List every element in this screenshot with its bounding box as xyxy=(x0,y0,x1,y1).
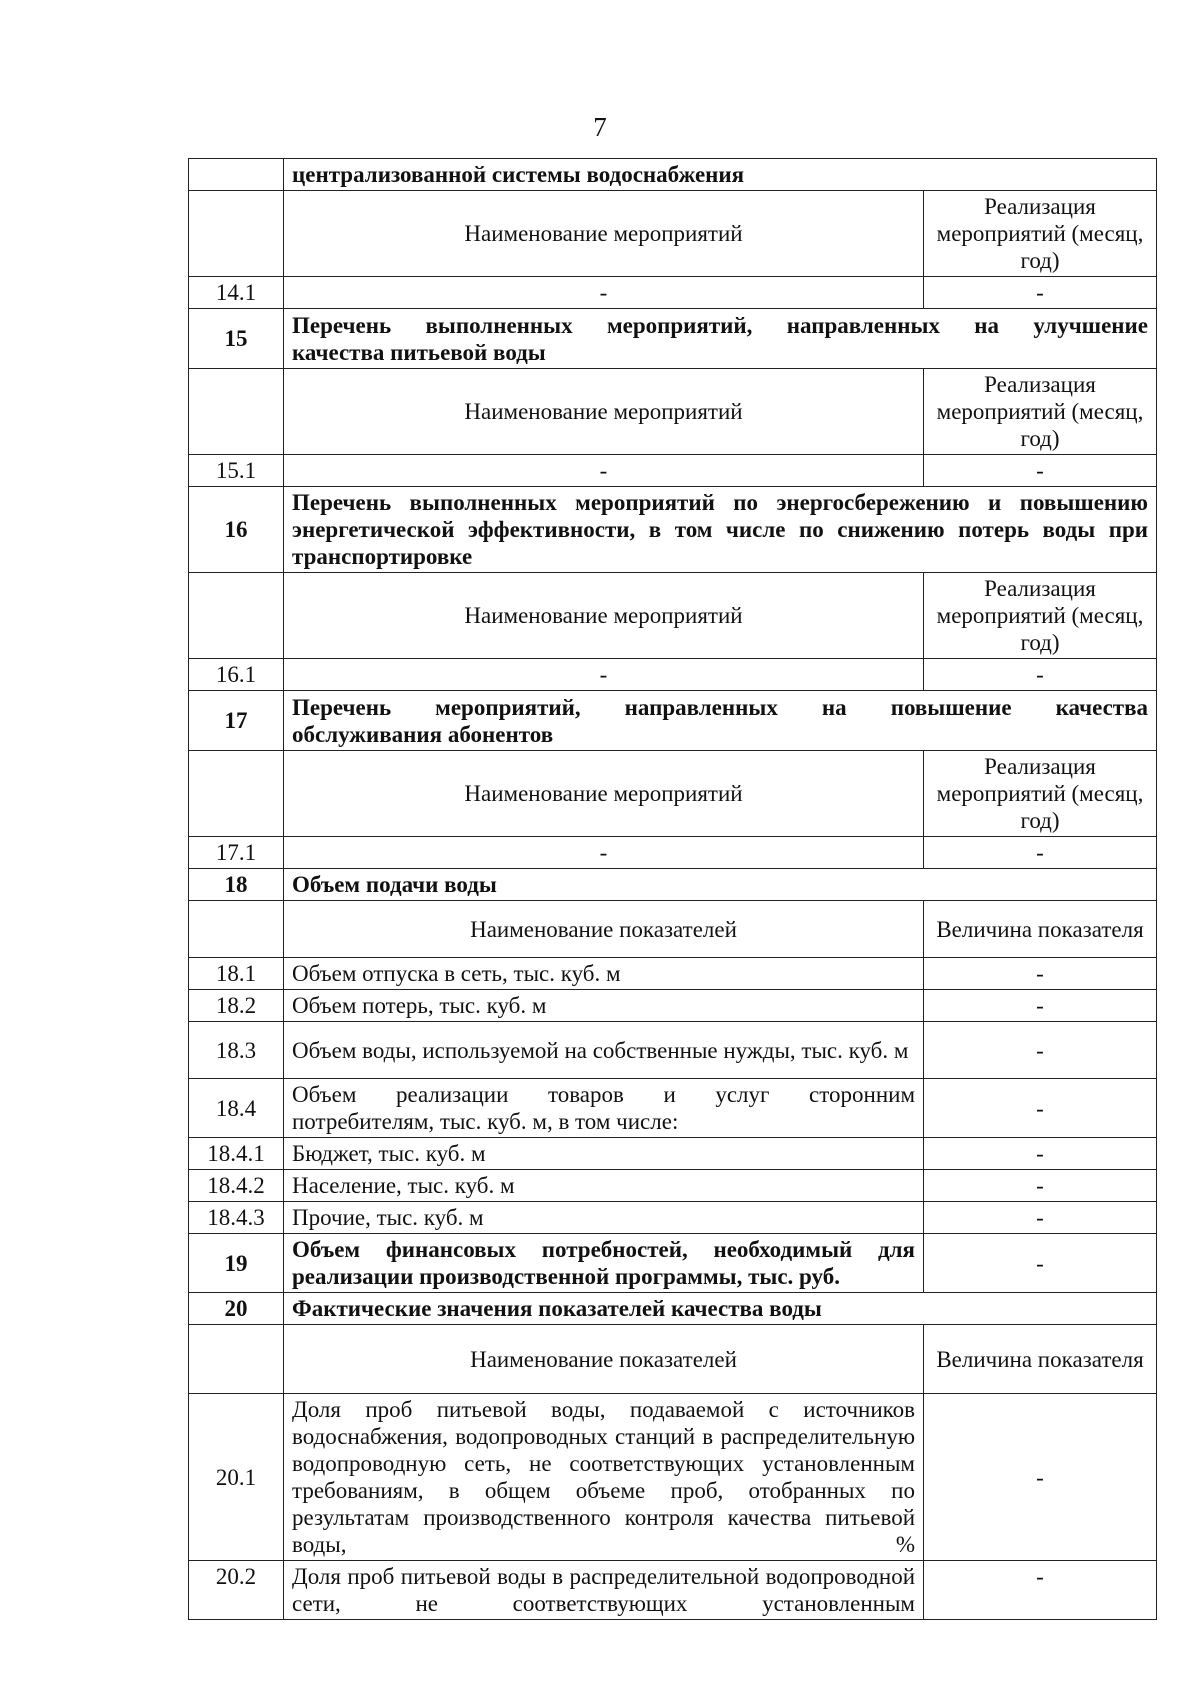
item-value: - xyxy=(924,1138,1157,1170)
empty-cell xyxy=(189,751,284,837)
measures-header: Наименование мероприятий xyxy=(284,191,924,277)
empty-cell xyxy=(189,901,284,958)
section-number: 18 xyxy=(189,869,284,901)
section-number xyxy=(189,159,284,191)
item-value: - xyxy=(924,1170,1157,1202)
table-row xyxy=(189,277,1157,309)
section-title xyxy=(284,309,1157,369)
item-number: 18.4.1 xyxy=(189,1138,284,1170)
table-row xyxy=(189,990,1157,1022)
table-row xyxy=(189,1079,1157,1138)
section-row xyxy=(189,159,1157,191)
table-row xyxy=(189,1561,1157,1620)
section-title xyxy=(284,691,1157,751)
item-value: - xyxy=(924,1202,1157,1234)
measures-header: Наименование мероприятий xyxy=(284,369,924,455)
item-number: 17.1 xyxy=(189,837,284,869)
item-text: Население, тыс. куб. м xyxy=(284,1170,924,1202)
measures-header: Наименование мероприятий xyxy=(284,751,924,837)
table-header-row xyxy=(189,369,1157,455)
item-number: 18.1 xyxy=(189,958,284,990)
value-header: Величина показателя xyxy=(924,901,1157,958)
item-text: - xyxy=(284,837,924,869)
item-number: 20.2 xyxy=(189,1561,284,1620)
indicators-header: Наименование показателей xyxy=(284,1325,924,1394)
table-row xyxy=(189,1138,1157,1170)
section-title-line: обслуживания абонентов xyxy=(292,721,554,747)
table-header-row xyxy=(189,1325,1157,1394)
item-number: 18.4.2 xyxy=(189,1170,284,1202)
item-number: 14.1 xyxy=(189,277,284,309)
section-row xyxy=(189,869,1157,901)
section-number: 20 xyxy=(189,1293,284,1325)
item-value: - xyxy=(924,1022,1157,1079)
table-row xyxy=(189,659,1157,691)
measures-header: Наименование мероприятий xyxy=(284,573,924,659)
item-value: - xyxy=(924,277,1157,309)
implementation-header: Реализация мероприятий (месяц, год) xyxy=(924,573,1157,659)
item-number: 18.2 xyxy=(189,990,284,1022)
table-header-row xyxy=(189,573,1157,659)
section-number: 17 xyxy=(189,691,284,751)
item-text: - xyxy=(284,659,924,691)
item-text: Объем потерь, тыс. куб. м xyxy=(284,990,924,1022)
section-title: Объем финансовых потребностей, необходимый для реализации производственной программы, тыс. руб. xyxy=(284,1234,924,1293)
table-header-row xyxy=(189,901,1157,958)
section-title-line: Перечень выполненных мероприятий, направленных на улучшение xyxy=(292,312,1149,338)
item-text: - xyxy=(284,455,924,487)
section-title-line: Перечень мероприятий, направленных на повышение качества xyxy=(292,694,1149,720)
item-text: Бюджет, тыс. куб. м xyxy=(284,1138,924,1170)
section-title-line: качества питьевой воды xyxy=(292,339,546,365)
item-value: - xyxy=(924,659,1157,691)
item-text: - xyxy=(284,277,924,309)
section-row xyxy=(189,1234,1157,1293)
section-title: Перечень выполненных мероприятий по энергосбережению и повышению энергетической эффективности, в том числе по снижению потерь воды при транспортировке xyxy=(284,487,1157,573)
item-value: - xyxy=(924,1561,1157,1620)
section-row xyxy=(189,487,1157,573)
table-row xyxy=(189,958,1157,990)
item-text: Доля проб питьевой воды в распределительной водопроводной сети, не соответствующих установленным xyxy=(284,1561,924,1620)
item-text-line: потребителям, тыс. куб. м, в том числе: xyxy=(292,1109,679,1134)
section-number: 15 xyxy=(189,309,284,369)
table-row xyxy=(189,1202,1157,1234)
empty-cell xyxy=(189,369,284,455)
item-value: - xyxy=(924,1394,1157,1561)
table-row xyxy=(189,1022,1157,1079)
empty-cell xyxy=(189,1325,284,1394)
value-header: Величина показателя xyxy=(924,1325,1157,1394)
item-value: - xyxy=(924,1234,1157,1293)
item-value: - xyxy=(924,1079,1157,1138)
indicators-header: Наименование показателей xyxy=(284,901,924,958)
table-row xyxy=(189,1394,1157,1561)
table-header-row xyxy=(189,191,1157,277)
item-number: 18.4.3 xyxy=(189,1202,284,1234)
section-title: Фактические значения показателей качества воды xyxy=(284,1293,1157,1325)
section-number: 16 xyxy=(189,487,284,573)
section-row xyxy=(189,691,1157,751)
section-title: централизованной системы водоснабжения xyxy=(284,159,1157,191)
implementation-header: Реализация мероприятий (месяц, год) xyxy=(924,751,1157,837)
table-row xyxy=(189,455,1157,487)
item-text: Прочие, тыс. куб. м xyxy=(284,1202,924,1234)
item-number: 16.1 xyxy=(189,659,284,691)
item-value: - xyxy=(924,837,1157,869)
item-number: 15.1 xyxy=(189,455,284,487)
item-value: - xyxy=(924,990,1157,1022)
empty-cell xyxy=(189,191,284,277)
section-row xyxy=(189,1293,1157,1325)
section-number: 19 xyxy=(189,1234,284,1293)
table-row xyxy=(189,1170,1157,1202)
implementation-header: Реализация мероприятий (месяц, год) xyxy=(924,191,1157,277)
table-row xyxy=(189,837,1157,869)
item-value: - xyxy=(924,958,1157,990)
empty-cell xyxy=(189,573,284,659)
item-text: Объем отпуска в сеть, тыс. куб. м xyxy=(284,958,924,990)
item-text-line: Объем реализации товаров и услуг сторонним xyxy=(292,1082,915,1107)
item-text: Объем воды, используемой на собственные нужды, тыс. куб. м xyxy=(284,1022,924,1079)
section-row xyxy=(189,309,1157,369)
program-table xyxy=(188,158,1157,1620)
page-number: 7 xyxy=(593,112,607,142)
table-header-row xyxy=(189,751,1157,837)
implementation-header: Реализация мероприятий (месяц, год) xyxy=(924,369,1157,455)
item-number: 18.3 xyxy=(189,1022,284,1079)
item-number: 20.1 xyxy=(189,1394,284,1561)
item-value: - xyxy=(924,455,1157,487)
item-number: 18.4 xyxy=(189,1079,284,1138)
section-title: Объем подачи воды xyxy=(284,869,1157,901)
item-text: Доля проб питьевой воды, подаваемой с источников водоснабжения, водопроводных станций в распределительную водопроводную сеть, не соответствующих установленным требованиям, в общем объеме проб, отобранных по результатам производственного контроля качества питьевой воды, % xyxy=(284,1394,924,1561)
item-text xyxy=(284,1079,924,1138)
